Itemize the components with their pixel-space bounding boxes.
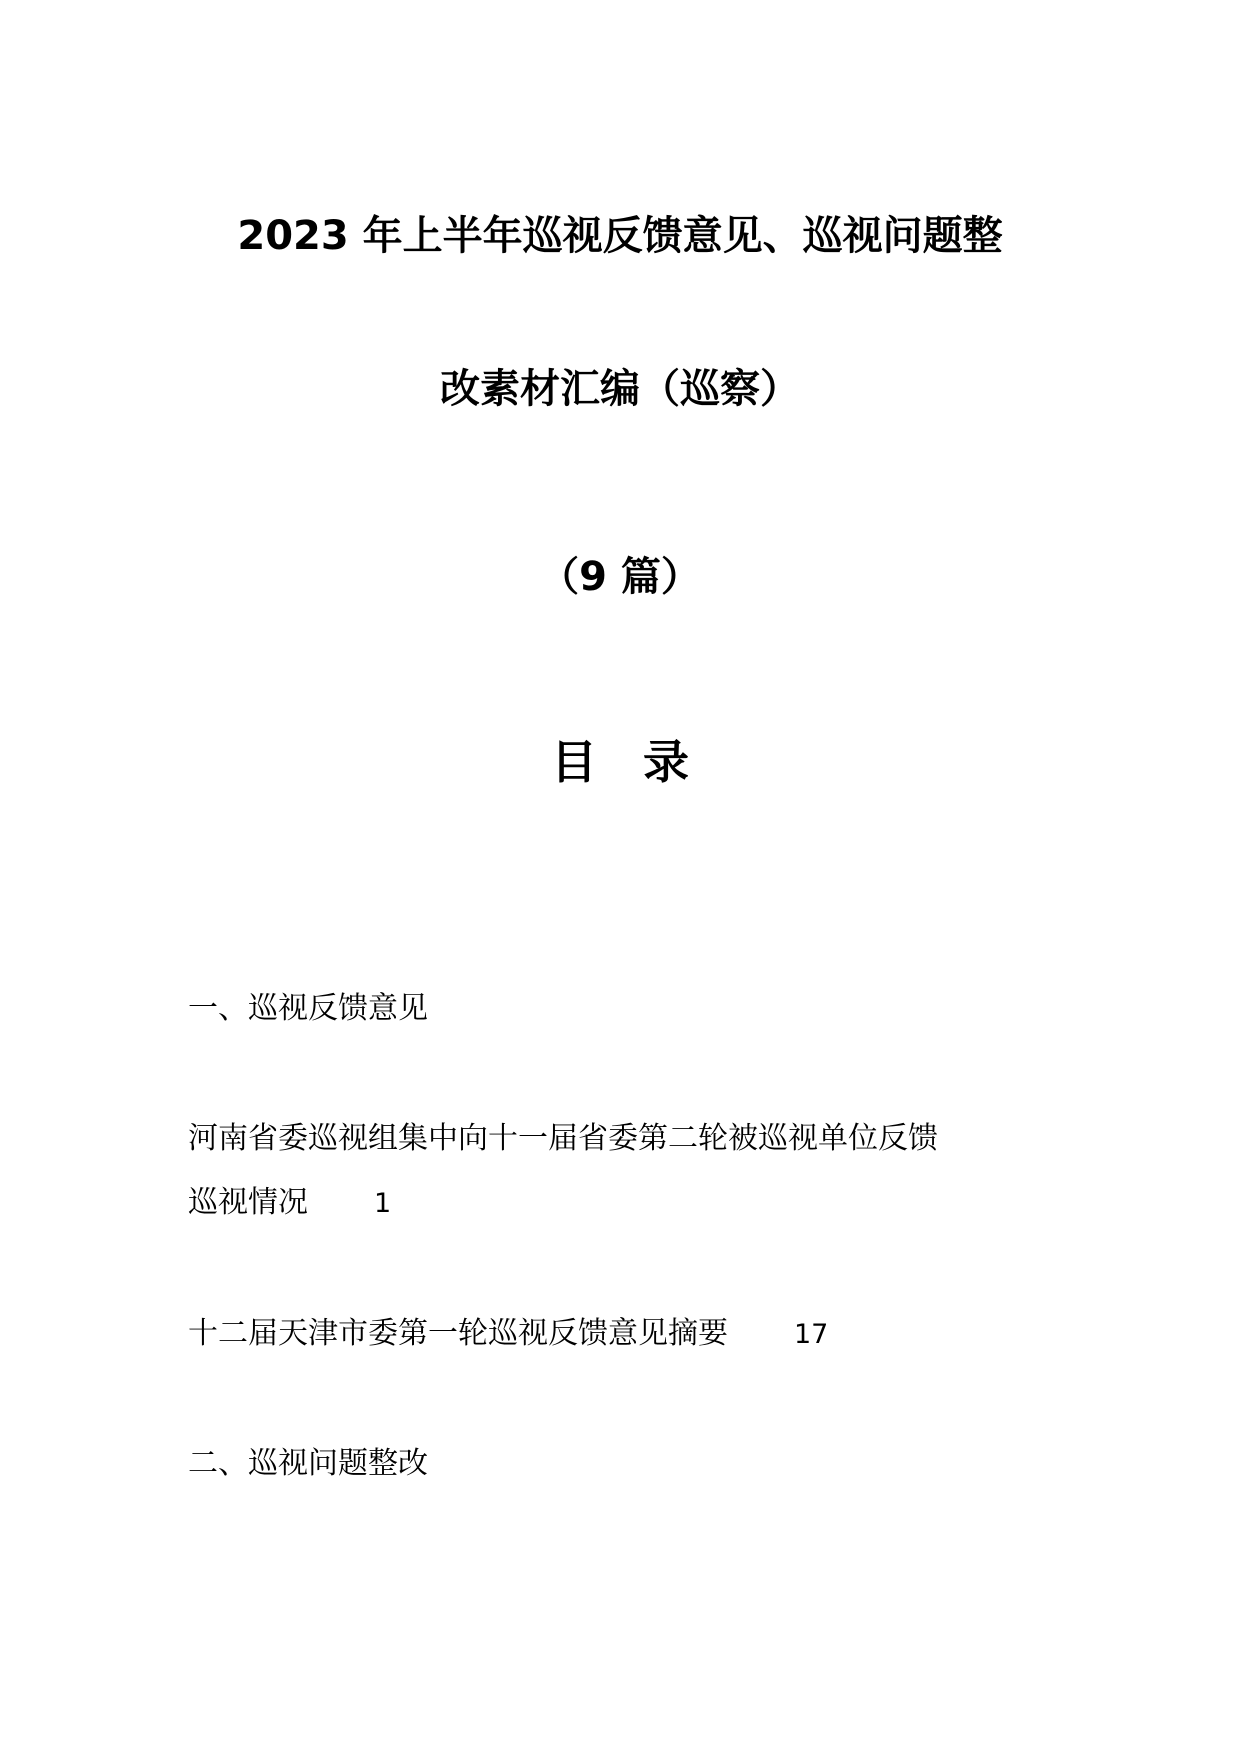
document-title-line-2: 改素材汇编（巡察）: [440, 366, 800, 412]
toc-entry-2-text: 十二届天津市委第一轮巡视反馈意见摘要: [188, 1316, 728, 1351]
document-title-line-1: 2023 年上半年巡视反馈意见、巡视问题整: [237, 213, 1003, 259]
toc-entry-1-page-number: 1: [374, 1188, 392, 1219]
toc-section-2: 二、巡视问题整改: [188, 1446, 428, 1481]
toc-entry-1-line-2-text: 巡视情况: [188, 1185, 308, 1220]
toc-entry-2-line: [188, 1316, 1068, 1353]
toc-entry-1-line-2: [188, 1185, 1068, 1222]
document-subtitle: （9 篇）: [539, 554, 701, 600]
toc-entry-1: [188, 1121, 1068, 1222]
toc-entry-2: [188, 1316, 1068, 1353]
toc-heading: 目 录: [551, 735, 689, 789]
toc-entry-2-page-number: 17: [794, 1319, 829, 1350]
toc-entry-1-line-1: 河南省委巡视组集中向十一届省委第二轮被巡视单位反馈: [188, 1121, 938, 1156]
toc-section-1: 一、巡视反馈意见: [188, 991, 428, 1026]
